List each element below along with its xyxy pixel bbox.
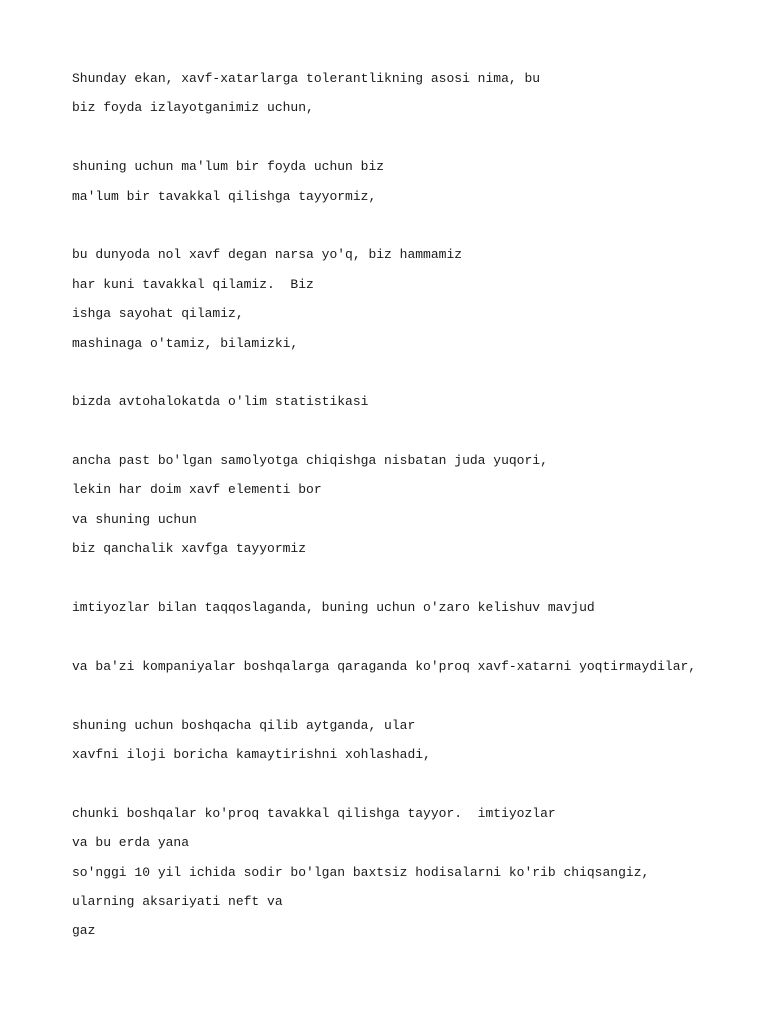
text-line: lekin har doim xavf elementi bor — [72, 482, 322, 498]
text-line: va shuning uchun — [72, 511, 197, 527]
text-line: shuning uchun ma'lum bir foyda uchun biz — [72, 159, 385, 175]
text-line: ishga sayohat qilamiz, — [72, 306, 244, 322]
text-line: gaz — [72, 923, 96, 939]
document-body — [72, 69, 752, 951]
blank-line — [72, 422, 752, 451]
blank-line — [72, 774, 752, 803]
text-line: mashinaga o'tamiz, bilamizki, — [72, 335, 299, 351]
text-line: imtiyozlar bilan taqqoslaganda, buning uchun o'zaro kelishuv mavjud — [72, 600, 595, 616]
text-line: har kuni tavakkal qilamiz. Biz — [72, 276, 314, 292]
blank-line — [72, 569, 752, 598]
blank-line — [72, 216, 752, 245]
text-line: bu dunyoda nol xavf degan narsa yo'q, biz hammamiz — [72, 247, 463, 263]
blank-line — [72, 363, 752, 392]
text-line: biz foyda izlayotganimiz uchun, — [72, 100, 314, 116]
blank-line — [72, 686, 752, 715]
text-line: ancha past bo'lgan samolyotga chiqishga nisbatan juda yuqori, — [72, 453, 548, 469]
text-line: ularning aksariyati neft va — [72, 893, 283, 909]
text-line: bizda avtohalokatda o'lim statistikasi — [72, 394, 369, 410]
blank-line — [72, 128, 752, 157]
text-line: so'nggi 10 yil ichida sodir bo'lgan baxtsiz hodisalarni ko'rib chiqsangiz, — [72, 864, 650, 880]
text-line: xavfni iloji boricha kamaytirishni xohlashadi, — [72, 746, 431, 762]
text-line: ma'lum bir tavakkal qilishga tayyormiz, — [72, 188, 377, 204]
text-line: shuning uchun boshqacha qilib aytganda, ular — [72, 717, 416, 733]
text-line: biz qanchalik xavfga tayyormiz — [72, 541, 307, 557]
text-line: chunki boshqalar ko'proq tavakkal qilishga tayyor. imtiyozlar — [72, 805, 556, 821]
text-line: Shunday ekan, xavf-xatarlarga tolerantlikning asosi nima, bu — [72, 71, 541, 86]
text-line: va ba'zi kompaniyalar boshqalarga qaraganda ko'proq xavf-xatarni yoqtirmaydilar, — [72, 658, 697, 674]
text-line: va bu erda yana — [72, 835, 190, 851]
blank-line — [72, 627, 752, 656]
